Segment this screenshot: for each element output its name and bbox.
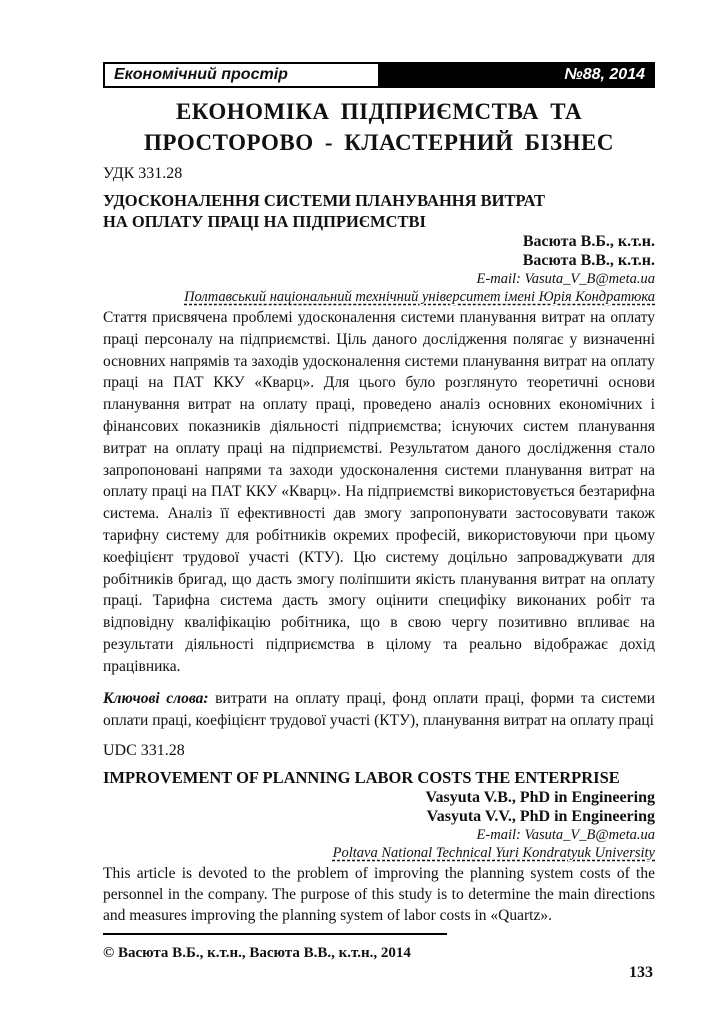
journal-name: Економічний простір: [114, 66, 288, 83]
keywords-paragraph: [103, 688, 655, 732]
udc-label: UDC 331.28: [103, 741, 185, 759]
affiliation-ua: [103, 288, 655, 306]
footnote-divider: [103, 933, 447, 935]
email-en: E-mail: Vasuta_V_B@meta.ua: [476, 826, 655, 843]
keywords-text: витрати на оплату праці, фонд оплати праці, форми та системи оплати праці, коефіцієнт трудової участі (КТУ), планування витрат на оплату праці: [103, 689, 655, 729]
author-en-2: Vasyuta V.V., PhD in Engineering: [426, 807, 655, 825]
byline-en: [103, 788, 655, 862]
author-ua-2: Васюта В.В., к.т.н.: [522, 252, 655, 269]
article-title-en: IMPROVEMENT OF PLANNING LABOR COSTS THE ENTERPRISE: [103, 767, 620, 787]
abstract-ua: Стаття присвячена проблемі удосконалення системи планування витрат на оплату праці персоналу на підприємстві. Ціль даного дослідження полягає у визначенні основних напрямів та заходів удосконалення системи планування витрат на оплату праці на ПАТ ККУ «Кварц». Для цього було розглянуто теоретичні основи планування витрат на оплату праці, проведено аналіз основних економічних і фінансових показників діяльності підприємства; існуючих систем планування витрат на оплату праці на підприємстві. Результатом даного дослідження стало запропоновані напрями та заходи удосконалення системи планування витрат на оплату праці на ПАТ ККУ «Кварц». На підприємстві використовується безтарифна система. Аналіз її ефективності дав змогу запропонувати застосовувати також тарифну систему для робітників окремих професій, використовуючи при цьому коефіцієнт трудової участі (КТУ). Цю систему доцільно запроваджувати для робітників бригад, що дасть змогу поліпшити якість планування витрат на оплату праці. Тарифна система дасть змогу оцінити специфіку виконаних робіт та відповідну кваліфікацію робітника, що в свою чергу позитивно впливає на результати діяльності підприємства в цілому та реально відображає дохід працівника.: [103, 309, 655, 675]
article-title-ua-line-2: НА ОПЛАТУ ПРАЦІ НА ПІДПРИЄМСТВІ: [103, 212, 426, 231]
issue-number: №88, 2014: [564, 66, 645, 83]
copyright-line: © Васюта В.Б., к.т.н., Васюта В.В., к.т.н., 2014: [103, 944, 411, 961]
journal-name-box: [103, 62, 380, 88]
issue-box: [380, 62, 655, 88]
byline-ua: [103, 232, 655, 306]
author-en-1: Vasyuta V.B., PhD in Engineering: [425, 788, 655, 806]
article-title-ua: [103, 190, 655, 232]
journal-header-bar: [103, 62, 655, 88]
affiliation-ua-text: Полтавський національний технічний університет імені Юрія Кондратюка: [184, 289, 655, 305]
affiliation-en-text: Poltava National Technical Yuri Kondratyuk University: [332, 844, 655, 861]
page-number: 133: [629, 964, 653, 981]
section-title-line-1: ЕКОНОМІКА ПІДПРИЄМСТВА ТА: [175, 99, 583, 124]
udk-label: УДК 331.28: [103, 165, 183, 182]
page-content: [103, 62, 655, 963]
author-ua-1: Васюта В.Б., к.т.н.: [522, 233, 655, 250]
affiliation-en: [103, 844, 655, 862]
article-title-ua-line-1: УДОСКОНАЛЕННЯ СИСТЕМИ ПЛАНУВАННЯ ВИТРАТ: [103, 191, 545, 210]
keywords-label: Ключові слова:: [103, 689, 209, 707]
section-title-line-2: ПРОСТОРОВО - КЛАСТЕРНИЙ БІЗНЕС: [144, 130, 614, 155]
email-ua: E-mail: Vasuta_V_B@meta.ua: [476, 271, 655, 287]
section-title: [103, 96, 655, 158]
abstract-en: This article is devoted to the problem of improving the planning system costs of the personnel in the company. The purpose of this study is to determine the main directions and measures improving the planning system of labor costs in «Quartz».: [103, 864, 655, 924]
